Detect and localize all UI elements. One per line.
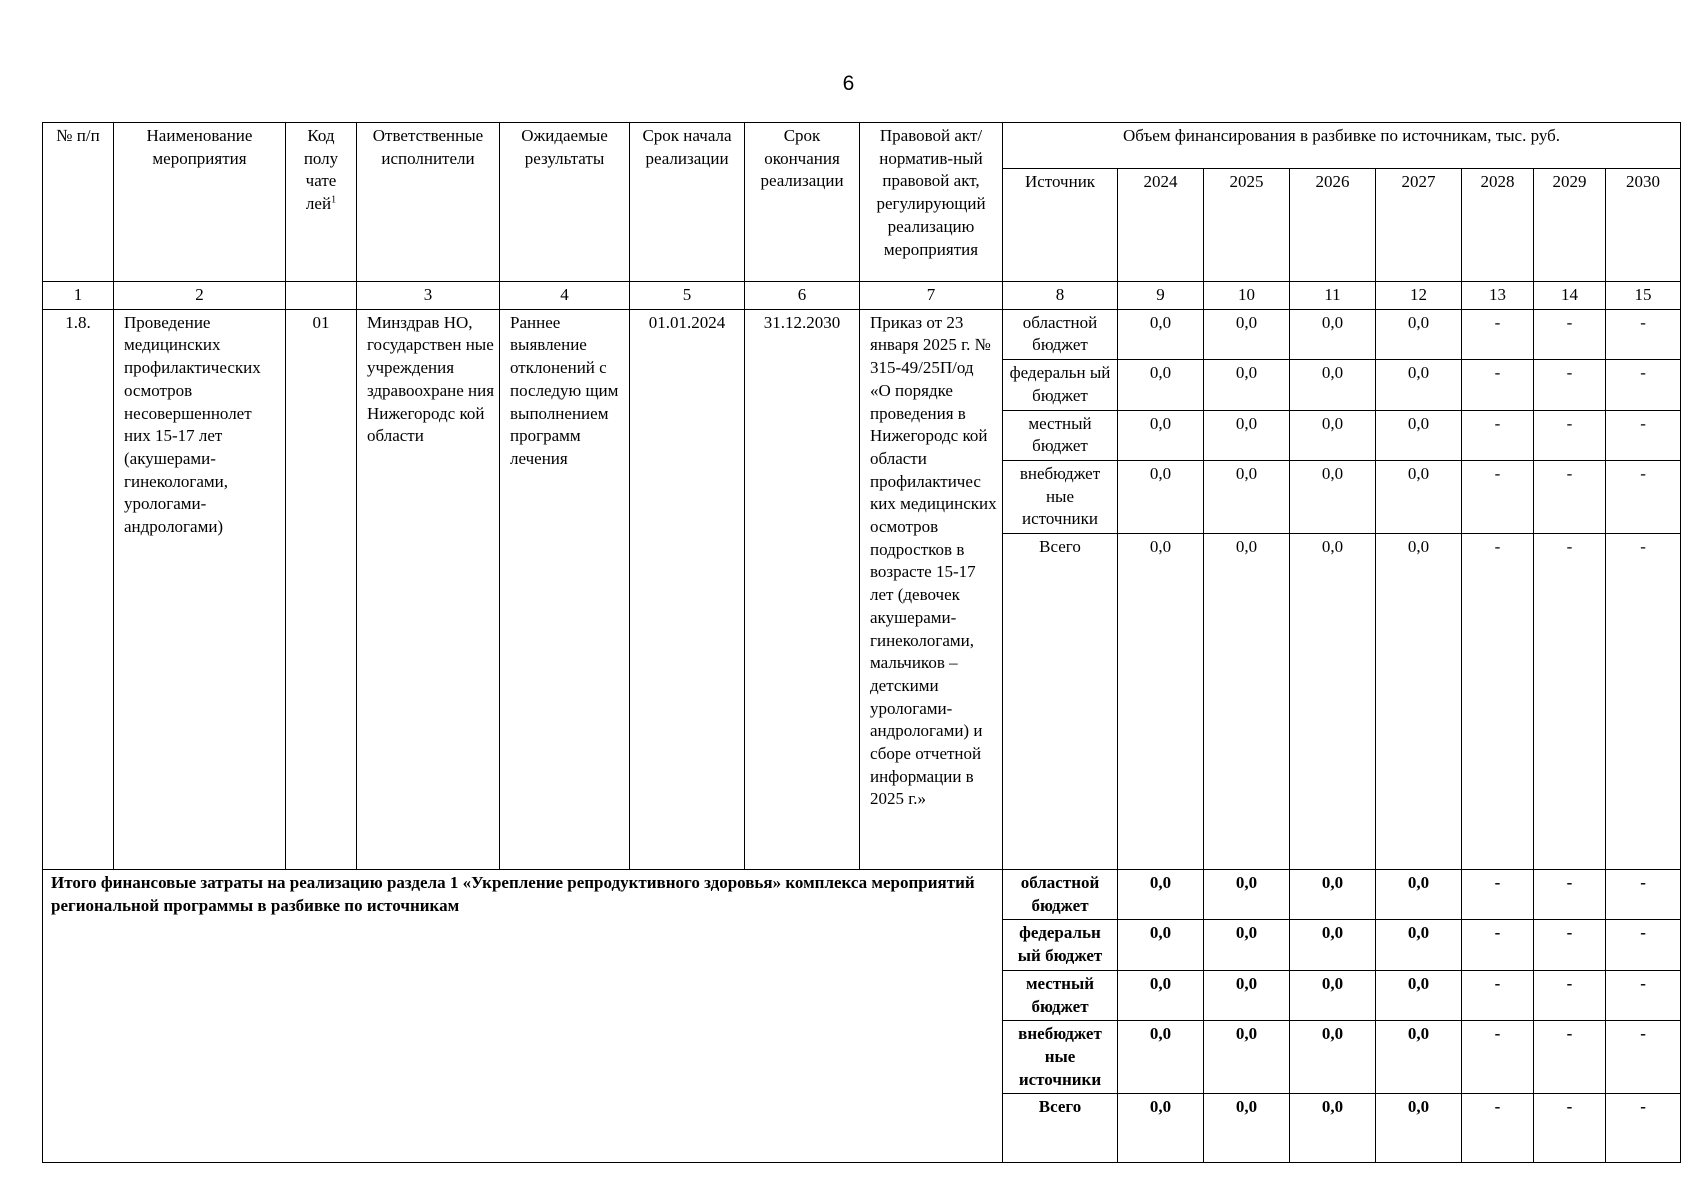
value-cell: - (1606, 1021, 1681, 1094)
value-cell: 0,0 (1204, 970, 1290, 1020)
source-cell: местный бюджет (1003, 970, 1118, 1020)
value-cell: - (1534, 1094, 1606, 1163)
total-label: Итого финансовые затраты на реализацию раздела 1 «Укрепление репродуктивного здоровья» комплекса мероприятий региональной программы в разбивке по источникам (43, 870, 1003, 1163)
value-cell: - (1606, 309, 1681, 359)
item-legal: Приказ от 23 января 2025 г. № 315-49/25П/од «О порядке проведения в Нижегородс кой области профилактичес ких медицинских осмотров подростков в возрасте 15-17 лет (девочек акушерами-гинекологами, мальчиков – детскими урологами-андрологами) и сборе отчетной информации в 2025 г.» (860, 309, 1003, 869)
header-code-footnote: 1 (331, 194, 337, 206)
item-code: 01 (286, 309, 357, 869)
value-cell: 0,0 (1118, 920, 1204, 970)
value-cell: 0,0 (1290, 1021, 1376, 1094)
header-name: Наименование мероприятия (114, 123, 286, 282)
value-cell: - (1534, 410, 1606, 460)
value-cell: - (1534, 1021, 1606, 1094)
value-cell: - (1462, 920, 1534, 970)
column-number: 9 (1118, 282, 1204, 310)
value-cell: - (1606, 920, 1681, 970)
value-cell: - (1606, 1094, 1681, 1163)
column-number-row (43, 282, 1681, 310)
column-number: 10 (1204, 282, 1290, 310)
value-cell: 0,0 (1376, 460, 1462, 533)
item-end: 31.12.2030 (745, 309, 860, 869)
value-cell: 0,0 (1118, 1021, 1204, 1094)
value-cell: 0,0 (1204, 1021, 1290, 1094)
header-funding: Объем финансирования в разбивке по источникам, тыс. руб. (1003, 123, 1681, 169)
source-cell: федеральн ый бюджет (1003, 360, 1118, 410)
source-cell: Всего (1003, 1094, 1118, 1163)
source-cell: Всего (1003, 534, 1118, 870)
header-responsible: Ответственные исполнители (357, 123, 500, 282)
column-number: 12 (1376, 282, 1462, 310)
value-cell: 0,0 (1290, 870, 1376, 920)
value-cell: 0,0 (1204, 360, 1290, 410)
value-cell: - (1534, 460, 1606, 533)
value-cell: 0,0 (1118, 1094, 1204, 1163)
header-code-text: Код полу чате лей (303, 126, 339, 214)
source-cell: местный бюджет (1003, 410, 1118, 460)
item-row (43, 309, 1681, 359)
value-cell: 0,0 (1290, 360, 1376, 410)
column-number: 11 (1290, 282, 1376, 310)
value-cell: 0,0 (1118, 410, 1204, 460)
header-year: 2028 (1462, 169, 1534, 282)
funding-table (42, 122, 1681, 1163)
value-cell: 0,0 (1204, 309, 1290, 359)
value-cell: 0,0 (1376, 534, 1462, 870)
column-number: 1 (43, 282, 114, 310)
value-cell: - (1534, 920, 1606, 970)
value-cell: 0,0 (1204, 870, 1290, 920)
value-cell: 0,0 (1376, 360, 1462, 410)
value-cell: - (1606, 360, 1681, 410)
column-number: 3 (357, 282, 500, 310)
value-cell: 0,0 (1376, 870, 1462, 920)
value-cell: - (1534, 970, 1606, 1020)
item-responsible: Минздрав НО, государствен ные учреждения здравоохране ния Нижегородс кой области (357, 309, 500, 869)
column-number: 14 (1534, 282, 1606, 310)
value-cell: - (1534, 360, 1606, 410)
source-cell: внебюджет ные источники (1003, 460, 1118, 533)
header-start: Срок начала реализации (630, 123, 745, 282)
column-number: 7 (860, 282, 1003, 310)
value-cell: 0,0 (1376, 309, 1462, 359)
header-year: 2029 (1534, 169, 1606, 282)
value-cell: - (1462, 870, 1534, 920)
column-number: 6 (745, 282, 860, 310)
value-cell: - (1462, 309, 1534, 359)
value-cell: 0,0 (1290, 970, 1376, 1020)
header-year: 2024 (1118, 169, 1204, 282)
header-year: 2025 (1204, 169, 1290, 282)
value-cell: 0,0 (1204, 920, 1290, 970)
value-cell: 0,0 (1290, 920, 1376, 970)
value-cell: - (1534, 309, 1606, 359)
value-cell: - (1462, 534, 1534, 870)
value-cell: - (1606, 534, 1681, 870)
value-cell: 0,0 (1376, 920, 1462, 970)
value-cell: - (1606, 410, 1681, 460)
header-year: 2030 (1606, 169, 1681, 282)
value-cell: - (1534, 534, 1606, 870)
value-cell: 0,0 (1118, 360, 1204, 410)
value-cell: 0,0 (1376, 410, 1462, 460)
item-start: 01.01.2024 (630, 309, 745, 869)
header-legal: Правовой акт/норматив-ный правовой акт, регулирующий реализацию мероприятия (860, 123, 1003, 282)
value-cell: 0,0 (1118, 309, 1204, 359)
value-cell: 0,0 (1118, 460, 1204, 533)
value-cell: 0,0 (1376, 1021, 1462, 1094)
value-cell: 0,0 (1290, 1094, 1376, 1163)
source-cell: внебюджет ные источники (1003, 1021, 1118, 1094)
value-cell: 0,0 (1118, 870, 1204, 920)
header-year: 2026 (1290, 169, 1376, 282)
header-end: Срок окончания реализации (745, 123, 860, 282)
header-row-1 (43, 123, 1681, 169)
source-cell: областной бюджет (1003, 309, 1118, 359)
total-row (43, 870, 1681, 920)
column-number: 4 (500, 282, 630, 310)
header-num: № п/п (43, 123, 114, 282)
column-number: 2 (114, 282, 286, 310)
item-name: Проведение медицинских профилактических осмотров несовершеннолет них 15-17 лет (акушерами-гинекологами, урологами-андрологами) (114, 309, 286, 869)
value-cell: - (1462, 460, 1534, 533)
column-number: 15 (1606, 282, 1681, 310)
header-year: 2027 (1376, 169, 1462, 282)
item-results: Раннее выявление отклонений с последую щим выполнением программ лечения (500, 309, 630, 869)
header-source: Источник (1003, 169, 1118, 282)
value-cell: 0,0 (1118, 534, 1204, 870)
value-cell: - (1462, 1094, 1534, 1163)
value-cell: 0,0 (1290, 460, 1376, 533)
value-cell: 0,0 (1204, 460, 1290, 533)
value-cell: 0,0 (1290, 534, 1376, 870)
value-cell: - (1606, 460, 1681, 533)
item-num: 1.8. (43, 309, 114, 869)
value-cell: - (1606, 870, 1681, 920)
value-cell: 0,0 (1204, 1094, 1290, 1163)
column-number: 8 (1003, 282, 1118, 310)
value-cell: - (1534, 870, 1606, 920)
column-number: 13 (1462, 282, 1534, 310)
value-cell: 0,0 (1290, 309, 1376, 359)
value-cell: 0,0 (1204, 410, 1290, 460)
value-cell: - (1606, 970, 1681, 1020)
value-cell: 0,0 (1118, 970, 1204, 1020)
header-results: Ожидаемые результаты (500, 123, 630, 282)
value-cell: 0,0 (1204, 534, 1290, 870)
value-cell: - (1462, 360, 1534, 410)
column-number (286, 282, 357, 310)
value-cell: - (1462, 410, 1534, 460)
value-cell: - (1462, 1021, 1534, 1094)
value-cell: - (1462, 970, 1534, 1020)
value-cell: 0,0 (1376, 970, 1462, 1020)
value-cell: 0,0 (1290, 410, 1376, 460)
column-number: 5 (630, 282, 745, 310)
source-cell: федеральн ый бюджет (1003, 920, 1118, 970)
value-cell: 0,0 (1376, 1094, 1462, 1163)
source-cell: областной бюджет (1003, 870, 1118, 920)
page-number: 6 (842, 72, 855, 95)
header-code (286, 123, 357, 282)
